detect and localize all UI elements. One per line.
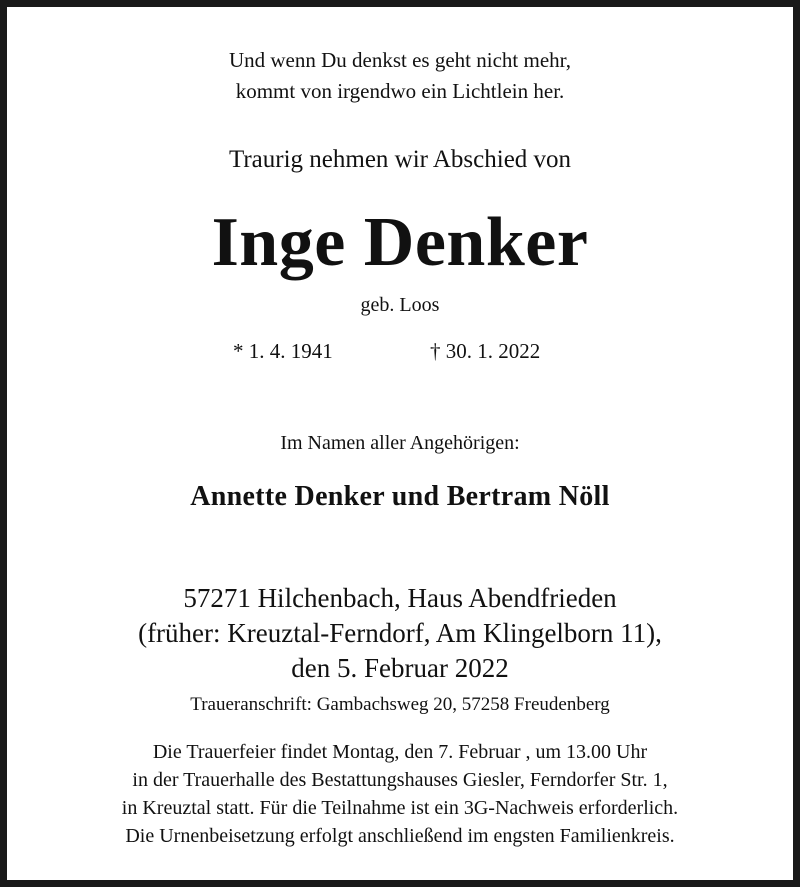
verse-line-2: kommt von irgendwo ein Lichtlein her.	[235, 79, 565, 103]
ceremony-line-3: in Kreuztal statt. Für die Teilnahme ist ein 3G-Nachweis erforderlich.	[121, 797, 679, 819]
place-date: den 5. Februar 2022	[291, 653, 509, 683]
place-line-2: (früher: Kreuztal-Ferndorf, Am Klingelborn 11),	[138, 618, 662, 648]
ceremony-line-4: Die Urnenbeisetzung erfolgt anschließend im engsten Familienkreis.	[125, 825, 675, 847]
deceased-name: Inge Denker	[211, 204, 589, 281]
life-dates	[7, 339, 793, 369]
verse-line-1: Und wenn Du denkst es geht nicht mehr,	[228, 48, 572, 72]
farewell-intro: Traurig nehmen wir Abschied von	[228, 146, 572, 173]
place-line-1: 57271 Hilchenbach, Haus Abendfrieden	[183, 583, 617, 613]
birth-name: geb. Loos	[360, 294, 440, 316]
death-date: † 30. 1. 2022	[430, 339, 541, 363]
ceremony-line-1: Die Trauerfeier findet Montag, den 7. Februar , um 13.00 Uhr	[152, 741, 648, 763]
mourners-names: Annette Denker und Bertram Nöll	[190, 481, 610, 512]
ceremony-line-2: in der Trauerhalle des Bestattungshauses Giesler, Ferndorfer Str. 1,	[132, 769, 668, 791]
mourners-label: Im Namen aller Angehörigen:	[280, 432, 520, 454]
birth-date: * 1. 4. 1941	[233, 339, 333, 363]
mourning-address: Traueranschrift: Gambachsweg 20, 57258 Freudenberg	[190, 694, 610, 715]
